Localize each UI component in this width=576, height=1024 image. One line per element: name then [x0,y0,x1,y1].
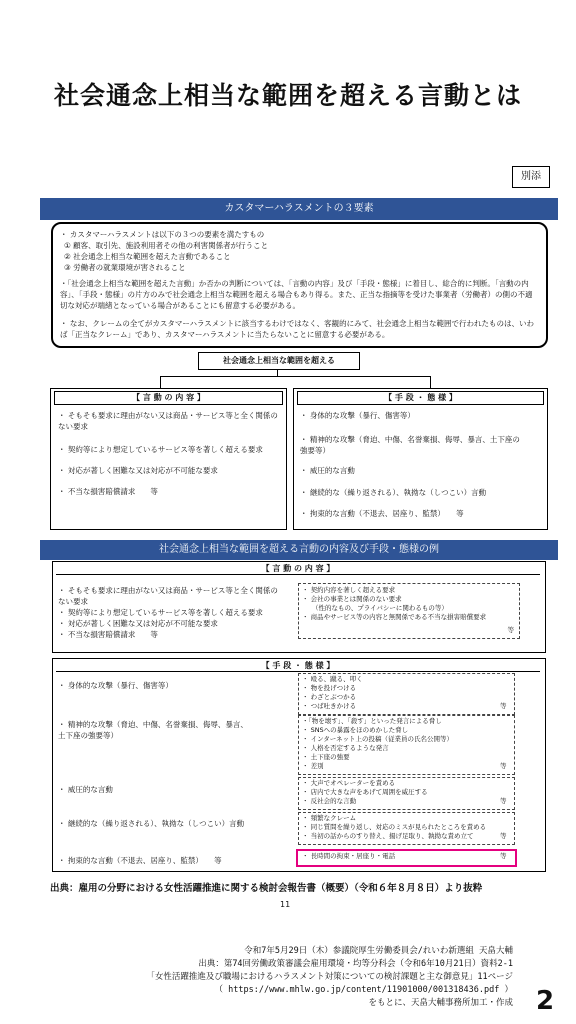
s3-r1-ex3: ・ わざとぶつかる [302,693,357,701]
s3-r1-ex1: ・ 殴る、蹴る、叩く [302,675,363,683]
s3-means-item-3: ・ 威圧的な言動 [58,785,113,794]
attachment-badge: 別添 [512,166,550,188]
s3-r4-ex2: ・ 同じ質問を繰り返し、対応のミスが見られたところを責める [302,823,487,831]
s3-r2-ex6: ・ 差別 [302,762,324,770]
footer-line-1: 令和7年5月29日（木）参議院厚生労働委員会/れいわ新選組 天畠大輔 [244,946,513,956]
s3-r1-ex4: ・ つば吐きかける [302,702,357,710]
source-citation: 出典：雇用の分野における女性活躍推進に関する検討会報告書（概要）（令和６年８月８日）より抜粋 [50,883,483,894]
s3-content-item-3: ・ 対応が著しく困難な又は対応が不可能な要求 [58,619,218,628]
s3-r2-ex2: ・ SNSへの暴露をほのめかした脅し [302,726,409,734]
section3-header: 社会通念上相当な範囲を超える言動の内容及び手段・態様の例 [40,540,558,560]
means-item-5: ・ 拘束的な言動（不退去、居座り、監禁） 等 [300,509,464,518]
means-item-4: ・ 継続的な（繰り返される）、執拗な（しつこい）言動 [300,488,487,497]
section3-content-label: 【 言 動 の 内 容 】 [56,563,540,575]
beyond-range-label: 社会通念上相当な範囲を超える [198,352,360,370]
s3-r1-etc: 等 [500,702,507,710]
s3-content-example-1: ・ 契約内容を著しく超える要求 [302,586,396,594]
footer-line-3: 「女性活躍推進及び職場におけるハラスメント対策についての検討課題と主な御意見」11ページ [146,972,513,982]
s3-r2-ex5: ・ 土下座の強要 [302,753,350,761]
s3-means-item-5: ・ 拘束的な言動（不退去、居座り、監禁） 等 [58,856,222,865]
section1-header: カスタマーハラスメントの３要素 [40,198,558,220]
footer-line-2: 出典：第74回労働政策審議会雇用環境・均等分科会（令和6年10月21日）資料2-1 [198,959,513,969]
element-3: ③ 労働者の就業環境が害されること [64,263,186,272]
s3-content-example-4: ・ 商品やサービス等の内容と無関係である不当な損害賠償要求 [302,613,487,621]
s3-means-item-2: ・ 精神的な攻撃（脅迫、中傷、名誉棄損、侮辱、暴言、土下座の強要等） [58,720,248,740]
means-item-3: ・ 威圧的な言動 [300,466,355,475]
s3-r5-ex1: ・ 長時間の拘束・居座り・電話 [302,852,396,860]
s3-r4-ex3: ・ 当初の話からのすり替え、揚げ足取り、執拗な責め立て [302,832,474,840]
footer-line-5: をもとに、天畠大輔事務所加工・作成 [368,998,513,1008]
s3-r2-ex4: ・ 人格を否定するような発言 [302,744,389,752]
section3-means-label: 【 手 段 ・ 態 様 】 [56,660,540,672]
content-item-1: ・ そもそも要求に理由がない又は商品・サービス等と全く関係のない要求 [58,411,278,431]
s3-means-item-1: ・ 身体的な攻撃（暴行、傷害等） [58,681,173,690]
s3-r1-ex2: ・ 物を投げつける [302,684,357,692]
element-2: ② 社会通念上相当な範囲を超えた言動であること [64,252,231,261]
s3-r2-ex3: ・ インターネット上の投稿（従業員の氏名公開等） [302,735,453,743]
s3-r5-etc: 等 [500,852,507,860]
content-item-4: ・ 不当な損害賠償請求 等 [58,487,158,496]
s3-r4-etc: 等 [500,832,507,840]
s3-r3-ex2: ・ 店内で大きな声をあげて周囲を威圧する [302,788,428,796]
slide-page-number: 2 [536,986,555,1016]
section1-paragraph-3: ・ なお、クレームの全てがカスタマーハラスメントに該当するわけではなく、客観的にみて、社会通念上相当な範囲で行われたものは、いわば「正当なクレーム」であり、カスタマーハラスメントに当たらないことに留意する必要がある。 [60,319,534,339]
s3-r4-ex1: ・ 頻繁なクレーム [302,814,357,822]
section1-paragraph-2: ・「社会通念上相当な範囲を超えた言動」か否かの判断については、「言動の内容」及び「手段・態様」に着目し、総合的に判断。「言動の内容」、「手段・態様」の片方のみで社会通念上相当な範囲を超える場合もあり得る。また、正当な指摘等を受けた事業者（労働者）の側の不適切な対応が端緒となっている場合があることにも留意する必要がある。 [60,279,533,310]
means-item-2: ・ 精神的な攻撃（脅迫、中傷、名誉棄損、侮辱、暴言、土下座の強要等） [300,435,520,455]
page-title: 社会通念上相当な範囲を超える言動とは [53,81,522,110]
s3-content-example-etc: 等 [507,626,514,634]
s3-means-item-4: ・ 継続的な（繰り返される）、執拗な（しつこい）言動 [58,819,245,828]
s3-r2-etc: 等 [500,762,507,770]
s3-r3-ex1: ・ 大声でオペレーターを責める [302,779,396,787]
element-1: ① 顧客、取引先、施設利用者その他の利害関係者が行うこと [64,241,269,250]
s3-r3-ex3: ・ 反社会的な言動 [302,797,357,805]
s3-content-item-1: ・ そもそも要求に理由がない又は商品・サービス等と全く関係のない要求 [58,586,278,606]
footer-line-4: （ https://www.mhlw.go.jp/content/11901000/001318436.pdf ） [214,985,513,995]
content-panel-label: 【 言 動 の 内 容 】 [54,391,283,405]
s3-content-item-4: ・ 不当な損害賠償請求 等 [58,630,158,639]
s3-r2-ex1: ・「物を壊す」、「殺す」といった発言による脅し [302,717,442,725]
means-item-1: ・ 身体的な攻撃（暴行、傷害等） [300,411,415,420]
s3-r3-etc: 等 [500,797,507,805]
content-item-3: ・ 対応が著しく困難な又は対応が不可能な要求 [58,466,218,475]
content-item-2: ・ 契約等により想定しているサービス等を著しく超える要求 [58,445,263,454]
s3-content-item-2: ・ 契約等により想定しているサービス等を著しく超える要求 [58,608,263,617]
s3-content-example-2: ・ 会社の事業とは関係のない要求 [302,595,402,603]
inner-page-number: 11 [280,900,291,909]
s3-content-example-3: （性的なもの、プライバシーに関わるもの等） [312,604,448,612]
section1-intro: ・ カスタマーハラスメントは以下の３つの要素を満たすもの [60,230,265,239]
means-panel-label: 【 手 段 ・ 態 様 】 [297,391,544,405]
